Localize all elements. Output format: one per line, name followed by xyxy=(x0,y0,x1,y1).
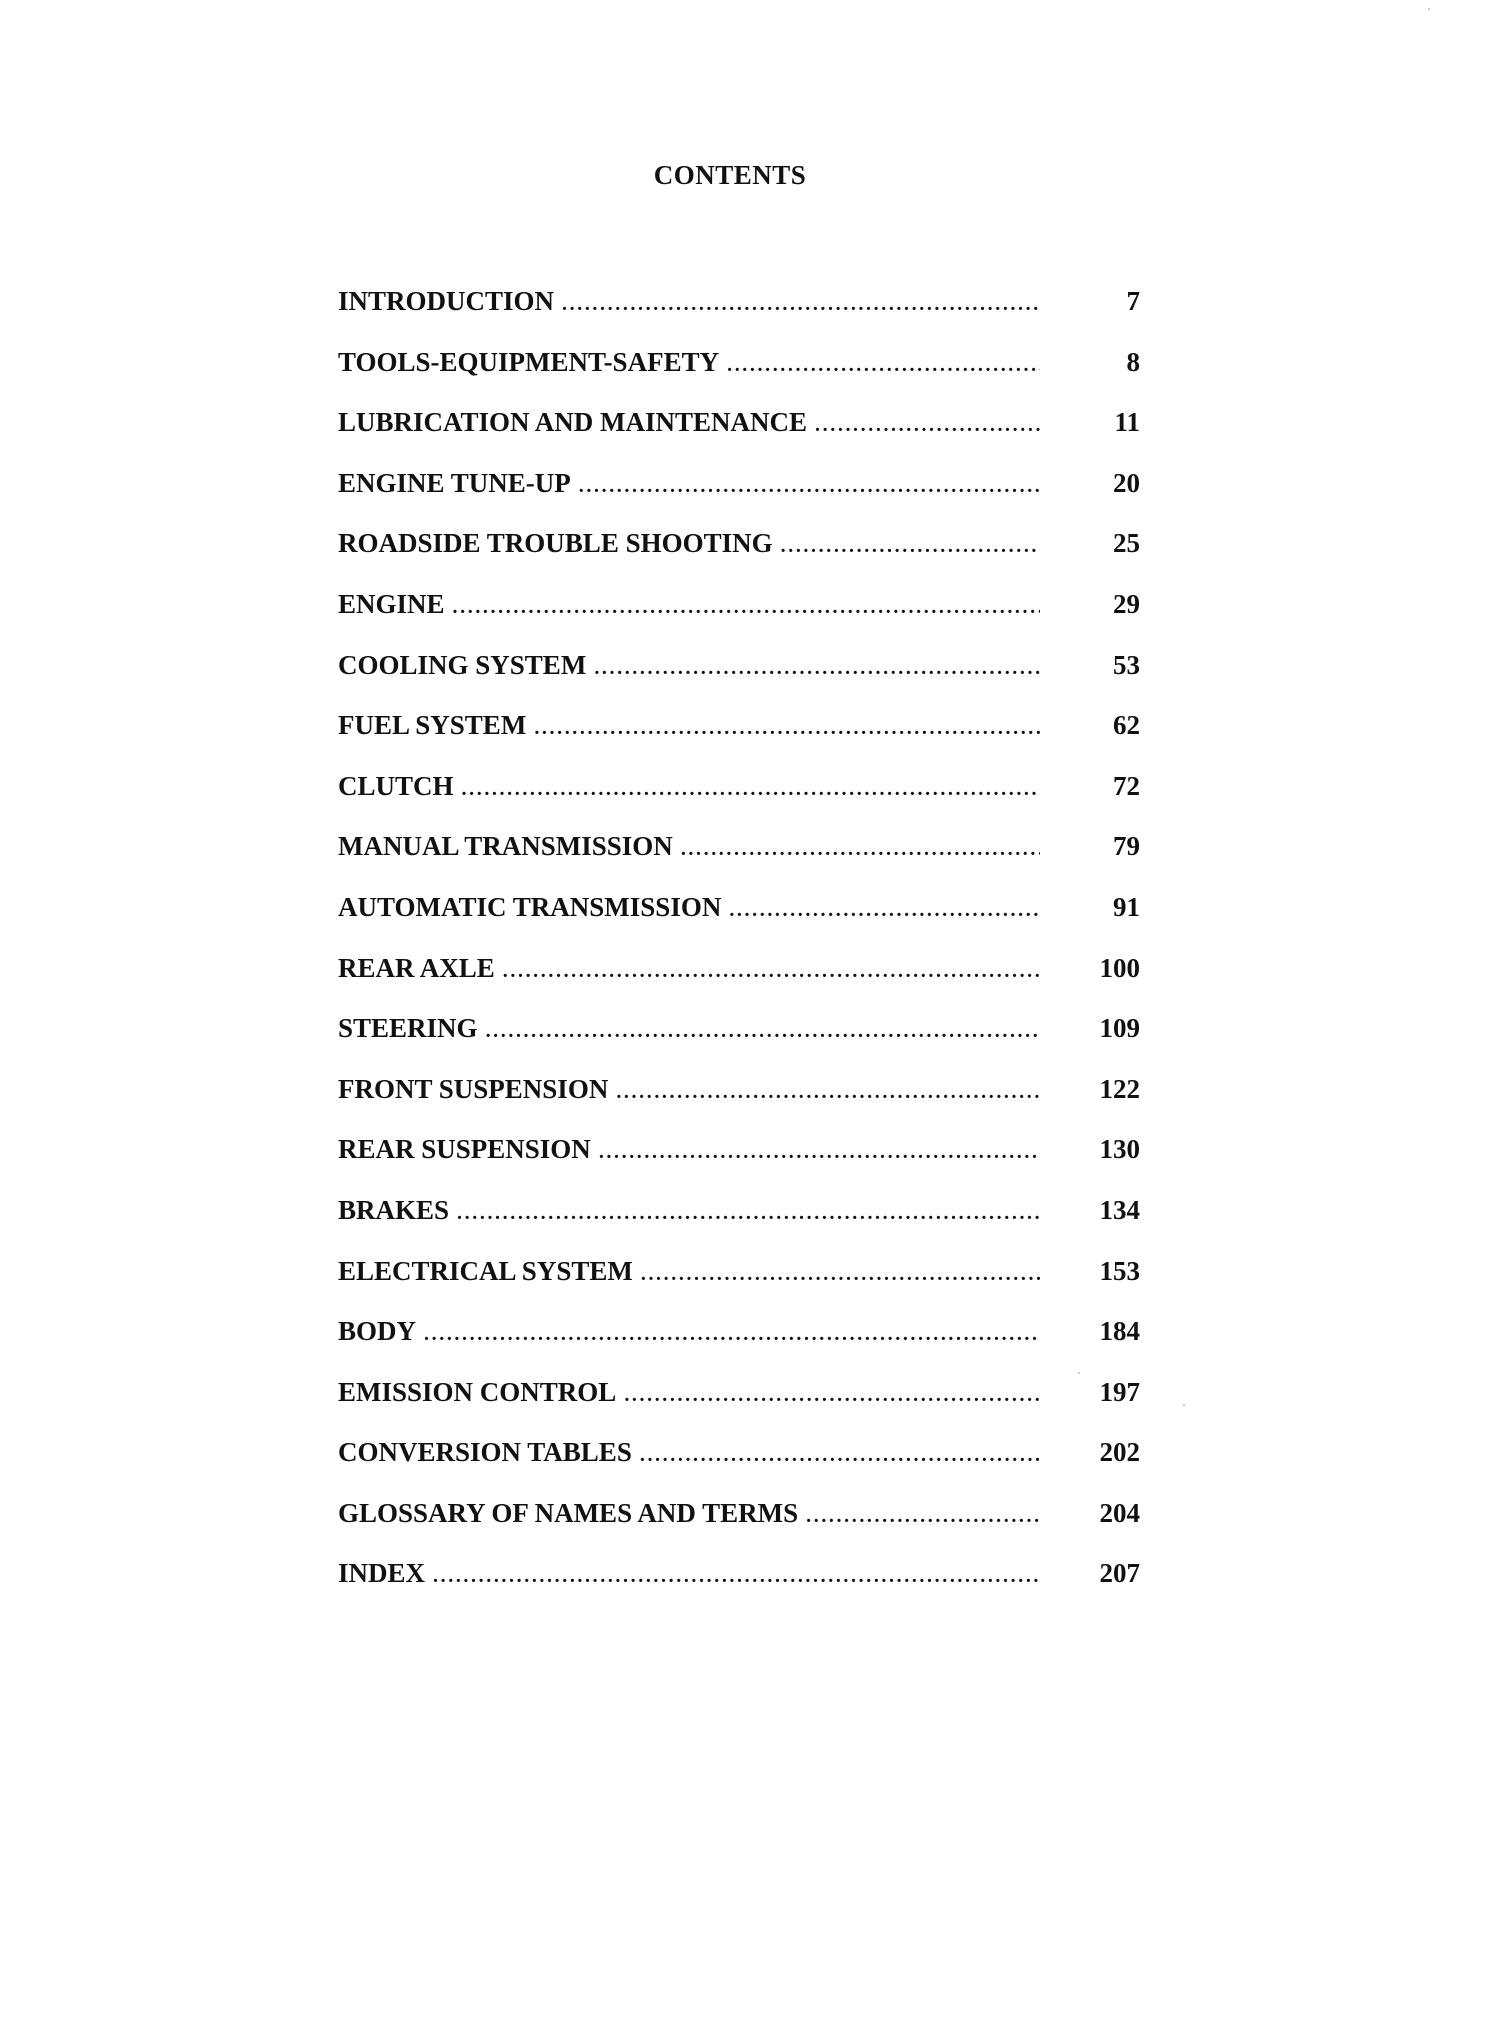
toc-entry-introduction[interactable] xyxy=(338,286,1140,347)
toc-entry-label: STEERING xyxy=(338,1013,478,1044)
toc-entry-page: 197 xyxy=(1099,1376,1140,1407)
dot-leader xyxy=(806,1505,1040,1528)
toc-entry-clutch[interactable] xyxy=(338,771,1140,832)
toc-entry-page: 25 xyxy=(1113,528,1140,559)
toc-entry-label: GLOSSARY OF NAMES AND TERMS xyxy=(338,1497,799,1528)
dot-leader xyxy=(640,1444,1040,1467)
toc-entry-front-suspension[interactable] xyxy=(338,1074,1140,1135)
toc-entry-label: REAR SUSPENSION xyxy=(338,1134,591,1165)
toc-entry-label: FRONT SUSPENSION xyxy=(338,1073,609,1104)
toc-entry-page: 7 xyxy=(1126,286,1140,316)
toc-entry-page: 72 xyxy=(1113,770,1140,801)
toc-entry-page: 91 xyxy=(1113,891,1140,922)
toc-entry-label: MANUAL TRANSMISSION xyxy=(338,831,673,862)
toc-entry-glossary[interactable] xyxy=(338,1498,1140,1559)
toc-entry-conversion-tables[interactable] xyxy=(338,1437,1140,1498)
toc-entry-label: CLUTCH xyxy=(338,770,454,801)
toc-entry-fuel-system[interactable] xyxy=(338,710,1140,771)
toc-entry-page: 79 xyxy=(1113,831,1140,862)
toc-entry-label: INTRODUCTION xyxy=(338,286,555,316)
toc-entry-label: AUTOMATIC TRANSMISSION xyxy=(338,891,722,922)
dot-leader xyxy=(624,1384,1040,1407)
toc-entry-page: 122 xyxy=(1099,1073,1140,1104)
toc-entry-engine[interactable] xyxy=(338,589,1140,650)
dot-leader xyxy=(616,1081,1040,1104)
toc-entry-rear-axle[interactable] xyxy=(338,953,1140,1014)
toc-entry-body[interactable] xyxy=(338,1316,1140,1377)
dot-leader xyxy=(594,657,1040,680)
toc-entry-label: EMISSION CONTROL xyxy=(338,1376,617,1407)
toc-entry-page: 207 xyxy=(1099,1558,1140,1589)
dot-leader xyxy=(462,778,1040,801)
toc-entry-page: 184 xyxy=(1099,1316,1140,1347)
scan-speck xyxy=(1428,8,1430,10)
toc-entry-cooling-system[interactable] xyxy=(338,650,1140,711)
toc-entry-page: 20 xyxy=(1113,467,1140,498)
toc-entry-label: BRAKES xyxy=(338,1194,450,1225)
dot-leader xyxy=(486,1020,1040,1043)
dot-leader xyxy=(503,960,1040,983)
toc-entry-rear-suspension[interactable] xyxy=(338,1134,1140,1195)
dot-leader xyxy=(453,596,1040,619)
toc-entry-label: COOLING SYSTEM xyxy=(338,649,587,680)
toc-entry-steering[interactable] xyxy=(338,1013,1140,1074)
dot-leader xyxy=(641,1263,1040,1286)
toc-entry-label: ROADSIDE TROUBLE SHOOTING xyxy=(338,528,773,559)
toc-entry-label: ELECTRICAL SYSTEM xyxy=(338,1255,633,1286)
dot-leader xyxy=(815,414,1040,437)
toc-entry-page: 130 xyxy=(1099,1134,1140,1165)
toc-entry-page: 53 xyxy=(1113,649,1140,680)
toc-entry-page: 100 xyxy=(1099,952,1140,983)
toc-entry-page: 134 xyxy=(1099,1194,1140,1225)
toc-entry-page: 204 xyxy=(1099,1497,1140,1528)
toc-entry-page: 202 xyxy=(1099,1437,1140,1468)
toc-entry-page: 11 xyxy=(1114,407,1140,438)
table-of-contents xyxy=(338,286,1140,1619)
dot-leader xyxy=(599,1141,1040,1164)
toc-entry-page: 109 xyxy=(1099,1013,1140,1044)
toc-entry-page: 8 xyxy=(1126,346,1140,377)
toc-entry-label: ENGINE TUNE-UP xyxy=(338,467,571,498)
toc-entry-label: ENGINE xyxy=(338,588,445,619)
toc-entry-electrical-system[interactable] xyxy=(338,1256,1140,1317)
dot-leader xyxy=(433,1565,1040,1588)
scan-speck xyxy=(1078,1372,1080,1374)
toc-entry-roadside-trouble-shooting[interactable] xyxy=(338,528,1140,589)
toc-entry-index[interactable] xyxy=(338,1558,1140,1619)
toc-entry-label: LUBRICATION AND MAINTENANCE xyxy=(338,407,808,438)
toc-entry-page: 62 xyxy=(1113,710,1140,741)
toc-entry-manual-transmission[interactable] xyxy=(338,831,1140,892)
toc-entry-brakes[interactable] xyxy=(338,1195,1140,1256)
dot-leader xyxy=(534,717,1040,740)
toc-entry-label: FUEL SYSTEM xyxy=(338,710,527,741)
page-title: CONTENTS xyxy=(653,160,807,190)
dot-leader xyxy=(727,354,1040,377)
dot-leader xyxy=(681,838,1040,861)
dot-leader xyxy=(562,293,1040,316)
scan-speck xyxy=(1183,1404,1185,1406)
toc-entry-lubrication-and-maintenance[interactable] xyxy=(338,407,1140,468)
toc-entry-page: 153 xyxy=(1099,1255,1140,1286)
toc-entry-label: INDEX xyxy=(338,1558,426,1589)
toc-entry-label: TOOLS-EQUIPMENT-SAFETY xyxy=(338,346,720,377)
dot-leader xyxy=(424,1323,1040,1346)
toc-entry-automatic-transmission[interactable] xyxy=(338,892,1140,953)
dot-leader xyxy=(579,475,1040,498)
toc-entry-engine-tune-up[interactable] xyxy=(338,468,1140,529)
dot-leader xyxy=(729,899,1040,922)
toc-entry-tools-equipment-safety[interactable] xyxy=(338,347,1140,408)
toc-entry-label: CONVERSION TABLES xyxy=(338,1437,632,1468)
dot-leader xyxy=(781,535,1040,558)
toc-entry-page: 29 xyxy=(1113,588,1140,619)
dot-leader xyxy=(457,1202,1040,1225)
toc-entry-label: BODY xyxy=(338,1316,417,1347)
toc-entry-emission-control[interactable] xyxy=(338,1377,1140,1438)
toc-entry-label: REAR AXLE xyxy=(338,952,495,983)
